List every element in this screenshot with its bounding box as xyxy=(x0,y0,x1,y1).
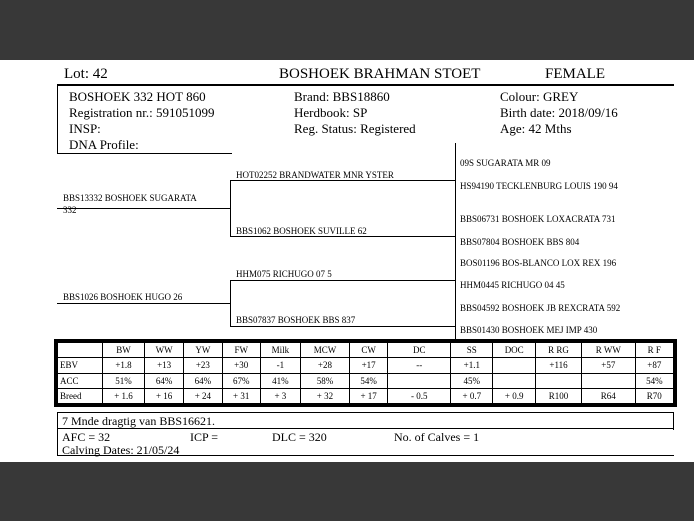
table-header: MCW xyxy=(300,343,349,358)
table-header: R RG xyxy=(536,343,582,358)
pedigree-sds: BBS06731 BOSHOEK LOXACRATA 731 xyxy=(460,214,616,224)
table-cell: EBV xyxy=(58,358,103,373)
table-header: FW xyxy=(222,343,260,358)
table-row xyxy=(58,388,674,403)
table-cell: 64% xyxy=(145,373,184,388)
table-cell: 51% xyxy=(103,373,145,388)
catalog-page xyxy=(0,60,694,462)
table-cell: + 3 xyxy=(260,388,300,403)
table-cell: +30 xyxy=(222,358,260,373)
table-header: CW xyxy=(349,343,387,358)
table-header: DOC xyxy=(493,343,536,358)
table-cell: +23 xyxy=(184,358,222,373)
table-header-row xyxy=(58,343,674,358)
afc: AFC = 32 xyxy=(62,430,111,444)
table-header: R WW xyxy=(582,343,636,358)
lot-number: Lot: 42 xyxy=(64,66,108,82)
table-cell: R70 xyxy=(635,388,673,403)
table-header: R F xyxy=(635,343,673,358)
table-cell: +13 xyxy=(145,358,184,373)
herdbook: Herdbook: SP xyxy=(294,105,368,120)
table-cell: 58% xyxy=(300,373,349,388)
table-cell: +17 xyxy=(349,358,387,373)
table-cell: - 0.5 xyxy=(388,388,451,403)
table-cell: +57 xyxy=(582,358,636,373)
table-cell: -1 xyxy=(260,358,300,373)
number-of-calves: No. of Calves = 1 xyxy=(394,430,480,444)
animal-name: BOSHOEK 332 HOT 860 xyxy=(69,89,206,104)
table-header: SS xyxy=(451,343,493,358)
pregnancy-status: 7 Mnde dragtig van BBS16621. xyxy=(62,414,215,428)
brand: Brand: BBS18860 xyxy=(294,89,390,104)
table-cell: + 0.7 xyxy=(451,388,493,403)
table-cell: 64% xyxy=(184,373,222,388)
pedigree-sss: 09S SUGARATA MR 09 xyxy=(460,158,551,168)
table-cell xyxy=(493,373,536,388)
table-cell xyxy=(388,373,451,388)
table-cell xyxy=(493,358,536,373)
dna-profile: DNA Profile: xyxy=(69,137,139,152)
pedigree-sire: BBS13332 BOSHOEK SUGARATA xyxy=(63,193,197,203)
table-cell: R100 xyxy=(536,388,582,403)
table-cell: + 0.9 xyxy=(493,388,536,403)
pedigree-dam-dam: BBS07837 BOSHOEK BBS 837 xyxy=(236,315,356,325)
table-cell: ACC xyxy=(58,373,103,388)
table-cell: 54% xyxy=(349,373,387,388)
page-title: BOSHOEK BRAHMAN STOET xyxy=(279,66,481,82)
table-cell: 41% xyxy=(260,373,300,388)
table-cell: + 17 xyxy=(349,388,387,403)
table-cell xyxy=(582,373,636,388)
sex-label: FEMALE xyxy=(545,66,605,82)
colour: Colour: GREY xyxy=(500,89,579,104)
table-cell: +1.1 xyxy=(451,358,493,373)
table-cell: Breed xyxy=(58,388,103,403)
table-cell: -- xyxy=(388,358,451,373)
table-header: BW xyxy=(103,343,145,358)
age: Age: 42 Mths xyxy=(500,121,572,136)
pedigree-dss: BOS01196 BOS-BLANCO LOX REX 196 xyxy=(460,258,617,268)
table-cell: 54% xyxy=(635,373,673,388)
pedigree-sire-dam: BBS1062 BOSHOEK SUVILLE 62 xyxy=(236,226,367,236)
pedigree-dsd: HHM0445 RICHUGO 04 45 xyxy=(460,280,565,290)
table-cell: + 16 xyxy=(145,388,184,403)
table-header: Milk xyxy=(260,343,300,358)
table-cell: +28 xyxy=(300,358,349,373)
table-header xyxy=(58,343,103,358)
table-cell: + 31 xyxy=(222,388,260,403)
birth-date: Birth date: 2018/09/16 xyxy=(500,105,618,120)
pedigree-ddd: BBS01430 BOSHOEK MEJ IMP 430 xyxy=(460,325,598,335)
pedigree-sire-sire: HOT02252 BRANDWATER MNR YSTER xyxy=(236,170,394,180)
table-cell: +1.8 xyxy=(103,358,145,373)
table-row xyxy=(58,358,674,373)
table-cell: + 24 xyxy=(184,388,222,403)
pedigree-sdd: BBS07804 BOSHOEK BBS 804 xyxy=(460,237,580,247)
pedigree-ssd: HS94190 TECKLENBURG LOUIS 190 94 xyxy=(460,181,618,191)
table-cell: + 1.6 xyxy=(103,388,145,403)
table-header: YW xyxy=(184,343,222,358)
pedigree-dam-sire: HHM075 RICHUGO 07 5 xyxy=(236,269,332,279)
table-cell: + 32 xyxy=(300,388,349,403)
pedigree-dds: BBS04592 BOSHOEK JB REXCRATA 592 xyxy=(460,303,621,313)
dlc: DLC = 320 xyxy=(272,430,327,444)
insp-label: INSP: xyxy=(69,121,101,136)
calving-dates: Calving Dates: 21/05/24 xyxy=(62,443,180,457)
table-header: DC xyxy=(388,343,451,358)
table-row xyxy=(58,373,674,388)
table-header: WW xyxy=(145,343,184,358)
registration-number: Registration nr.: 591051099 xyxy=(69,105,215,120)
table-cell: R64 xyxy=(582,388,636,403)
table-cell: 45% xyxy=(451,373,493,388)
table-cell: 67% xyxy=(222,373,260,388)
reg-status: Reg. Status: Registered xyxy=(294,121,416,136)
table-cell: +87 xyxy=(635,358,673,373)
pedigree-sire-cont: 332 xyxy=(63,205,77,215)
pedigree-dam: BBS1026 BOSHOEK HUGO 26 xyxy=(63,292,183,302)
icp: ICP = xyxy=(190,430,218,444)
ebv-table xyxy=(57,342,674,404)
table-cell xyxy=(536,373,582,388)
table-cell: +116 xyxy=(536,358,582,373)
